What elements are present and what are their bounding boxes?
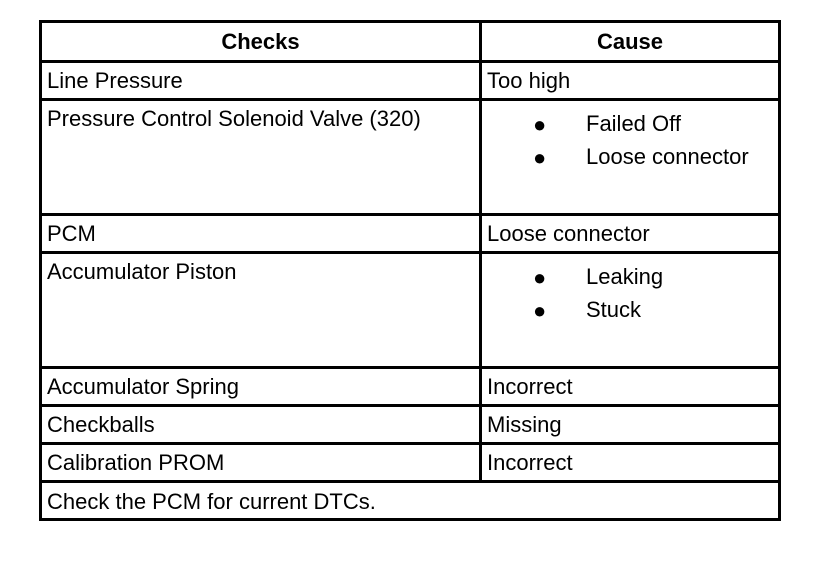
check-text: Calibration PROM [47, 450, 225, 475]
cause-bullet-item [482, 111, 778, 144]
check-cell [41, 215, 481, 253]
table-row [41, 253, 780, 368]
table-row [41, 406, 780, 444]
cause-text: Stuck [586, 297, 642, 322]
cause-text: Too high [487, 68, 571, 93]
check-text: Checkballs [47, 412, 155, 437]
header-cause: Cause [481, 22, 780, 62]
check-cell [41, 62, 481, 100]
bullet-icon: ● [533, 145, 547, 170]
diagnostic-table [39, 20, 781, 521]
cause-text: Incorrect [487, 374, 573, 399]
bullet-icon: ● [533, 298, 547, 323]
header-row [41, 22, 780, 62]
cause-cell [481, 368, 780, 406]
cause-text: Loose connector [487, 221, 650, 246]
cause-cell [481, 406, 780, 444]
cause-cell [481, 62, 780, 100]
check-text: Accumulator Spring [47, 374, 239, 399]
check-text: PCM [47, 221, 96, 246]
check-text: Accumulator Piston [47, 259, 237, 284]
cause-text: Missing [487, 412, 562, 437]
table-row [41, 215, 780, 253]
cause-text: Incorrect [487, 450, 573, 475]
cause-bullet-item [482, 264, 778, 297]
cause-text: Failed Off [586, 111, 681, 136]
bullet-icon: ● [533, 112, 547, 137]
cause-cell [481, 444, 780, 482]
check-cell [41, 444, 481, 482]
check-text: Line Pressure [47, 68, 183, 93]
table-row [41, 62, 780, 100]
check-cell [41, 368, 481, 406]
check-cell [41, 253, 481, 368]
cause-bullet-item [482, 144, 778, 177]
cause-cell [481, 215, 780, 253]
check-text: Pressure Control Solenoid Valve (320) [47, 106, 421, 131]
footer-note-cell [41, 482, 780, 520]
check-cell [41, 100, 481, 215]
check-cell [41, 406, 481, 444]
cause-cell [481, 253, 780, 368]
header-checks: Checks [41, 22, 481, 62]
footer-row [41, 482, 780, 520]
footer-note: Check the PCM for current DTCs. [47, 489, 376, 514]
bullet-icon: ● [533, 265, 547, 290]
table-row [41, 100, 780, 215]
table-row [41, 368, 780, 406]
cause-bullet-item [482, 297, 778, 330]
cause-text: Leaking [586, 264, 664, 289]
cause-bullet-list [482, 101, 778, 177]
cause-bullet-list [482, 254, 778, 330]
cause-cell [481, 100, 780, 215]
cause-text: Loose connector [586, 144, 749, 169]
table-row [41, 444, 780, 482]
